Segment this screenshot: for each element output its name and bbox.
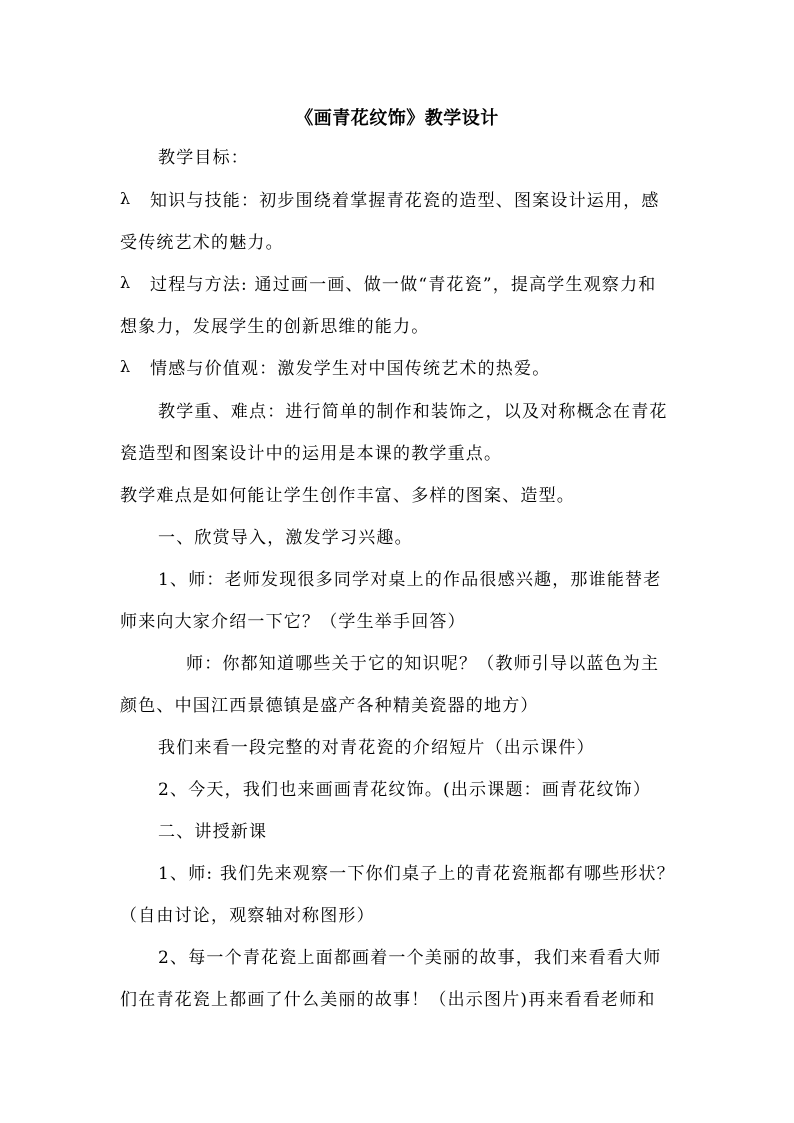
objective-2-line-1: 过程与方法: 通过画一画、做一做“青花瓷”，提高学生观察力和	[150, 275, 657, 295]
objectives-heading: 教学目标：	[158, 148, 249, 168]
s1-item2-line: 2、今天，我们也来画画青花纹饰。(出示课题：画青花纹饰）	[158, 780, 652, 800]
key-points-line-1: 教学重、难点：进行简单的制作和装饰之，以及对称概念在青花	[158, 402, 668, 422]
s2-item2-line-2: 们在青花瓷上都画了什么美丽的故事！（出示图片)再来看看老师和	[120, 990, 656, 1010]
section-1-heading: 一、欣赏导入，激发学习兴趣。	[158, 528, 413, 548]
s1-item1-line-1: 1、师：老师发现很多同学对桌上的作品很感兴趣，那谁能替老	[158, 570, 662, 590]
bullet-symbol: λ	[120, 273, 131, 292]
s2-item1-line-1: 1、师: 我们先来观察一下你们桌子上的青花瓷瓶都有哪些形状？	[158, 864, 675, 884]
bullet-symbol: λ	[120, 189, 131, 208]
bullet-symbol: λ	[120, 357, 131, 376]
s1-teacher-line-2: 颜色、中国江西景德镇是盛产各种精美瓷器的地方）	[120, 696, 539, 716]
section-2-heading: 二、讲授新课	[158, 822, 268, 842]
difficulty-line: 教学难点是如何能让学生创作丰富、多样的图案、造型。	[120, 486, 575, 506]
objective-3-line-1: 情感与价值观：激发学生对中国传统艺术的热爱。	[150, 359, 551, 379]
s2-item1-line-2: （自由讨论，观察轴对称图形）	[120, 906, 375, 926]
s1-video-line: 我们来看一段完整的对青花瓷的介绍短片（出示课件）	[158, 738, 595, 758]
objective-2-line-2: 想象力，发展学生的创新思维的能力。	[120, 317, 430, 337]
document-title: 《画青花纹饰》教学设计	[295, 108, 499, 129]
key-points-line-2: 瓷造型和图案设计中的运用是本课的教学重点。	[120, 444, 503, 464]
objective-1-line-2: 受传统艺术的魅力。	[120, 233, 284, 253]
objective-1-line-1: 知识与技能：初步围绕着掌握青花瓷的造型、图案设计运用，感	[150, 191, 660, 211]
s1-teacher-line-1: 师：你都知道哪些关于它的知识呢？（教师引导以蓝色为主	[186, 654, 660, 674]
s1-item1-line-2: 师来向大家介绍一下它？（学生举手回答）	[120, 612, 466, 632]
s2-item2-line-1: 2、每一个青花瓷上面都画着一个美丽的故事，我们来看看大师	[158, 948, 662, 968]
